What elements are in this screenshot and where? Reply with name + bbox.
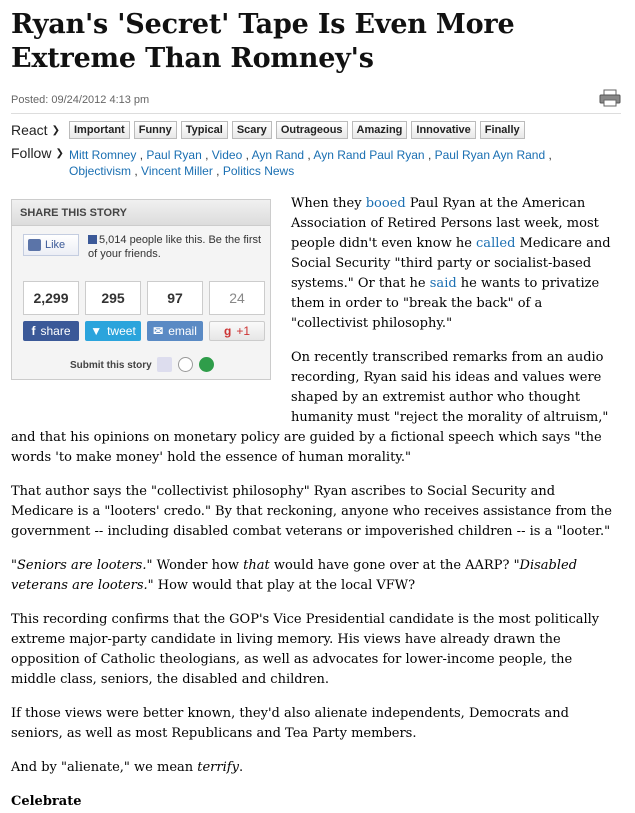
google-plus-icon: g [223,324,232,338]
facebook-share-button[interactable]: f share [23,321,79,341]
follow-label: Follow ❯ [11,145,64,161]
follow-tags: Mitt Romney , Paul Ryan , Video , Ayn Rand , Ayn Rand Paul Ryan , Paul Ryan Ayn Rand , Objectivism , Vincent Miller , Politics News [69,148,552,178]
gplus-button[interactable]: g +1 [209,321,265,341]
called-link[interactable]: called [476,236,516,251]
react-button-funny[interactable]: Funny [134,121,177,139]
facebook-icon: f [31,324,36,338]
email-share-button[interactable]: ✉ email [147,321,203,341]
submit-story-row: Submit this story [12,357,272,372]
react-button-scary[interactable]: Scary [232,121,272,139]
react-button-innovative[interactable]: Innovative [411,121,475,139]
printer-icon[interactable] [599,89,621,107]
follow-tag-link[interactable]: Ayn Rand Paul Ryan [313,148,425,162]
twitter-bird-icon: ▼ [90,324,103,338]
posted-date: Posted: 09/24/2012 4:13 pm [11,94,150,106]
article-headline: Ryan's 'Secret' Tape Is Even More Extreme Than Romney's [11,9,515,74]
email-share-count: 97 [147,281,203,315]
gplus-share-count: 24 [209,281,265,315]
envelope-icon: ✉ [153,324,164,338]
article-paragraph: If those views were better known, they'd also alienate independents, Democrats and seniors, as well as most Republicans and Tea Party members. [11,706,569,741]
twitter-tweet-button[interactable]: ▼ tweet [85,321,141,341]
follow-tag-link[interactable]: Mitt Romney [69,148,137,162]
follow-tag-link[interactable]: Paul Ryan [146,148,202,162]
follow-tag-link[interactable]: Ayn Rand [251,148,305,162]
follow-tag-link[interactable]: Objectivism [69,164,132,178]
follow-tag-link[interactable]: Vincent Miller [141,164,213,178]
react-button-typical[interactable]: Typical [181,121,228,139]
facebook-like-count: 5,014 people like this. Be the first of your friends. [88,234,262,260]
article-subhead: Celebrate [11,794,82,809]
article-paragraph: "Seniors are looters." Wonder how that would have gone over at the AARP? "Disabled veterans are looters." How would that play at the local VFW? [11,558,578,593]
react-button-finally[interactable]: Finally [480,121,525,139]
react-button-important[interactable]: Important [69,121,130,139]
article-paragraph: And by "alienate," we mean terrify. [11,760,244,775]
stumbleupon-icon[interactable] [199,357,214,372]
react-bar [11,121,529,139]
article-paragraph: On recently transcribed remarks from an audio recording, Ryan said his ideas and values were shaped by an extremist author who thought humanity must "reject the morality of altruism," and that his opinions on monetary policy are guided by a fictional speech which says "the words 'to make money' hold the essence of human morality." [11,350,609,465]
said-link[interactable]: said [429,276,457,291]
follow-tag-link[interactable]: Video [211,148,243,162]
react-label: React ❯ [11,122,60,138]
follow-tag-link[interactable]: Politics News [222,164,295,178]
article-paragraph: That author says the "collectivist philosophy" Ryan ascribes to Social Security and Medicare is a "looters' credo." By that reckoning, anyone who receives assistance from the government -- including disabled combat veterans or impoverished children -- is a "looter." [11,484,612,539]
chevron-right-icon: ❯ [55,147,64,159]
facebook-share-count: 2,299 [23,281,79,315]
share-box-title: SHARE THIS STORY [12,200,270,226]
thumbs-up-icon [28,239,41,251]
chevron-right-icon: ❯ [51,124,60,136]
digg-icon[interactable] [157,357,172,372]
facebook-icon [88,235,97,244]
react-button-outrageous[interactable]: Outrageous [276,121,348,139]
share-box [11,199,271,380]
react-button-amazing[interactable]: Amazing [352,121,408,139]
article-paragraph: This recording confirms that the GOP's Vice Presidential candidate is the most politically extreme major-party candidate in living memory. His views have already drawn the opposition of Catholic theologians, as well as advocates for lower-income people, the middle class, seniors, the disabled and children. [11,612,600,687]
reddit-icon[interactable] [178,357,193,372]
follow-tag-link[interactable]: Paul Ryan Ayn Rand [434,148,546,162]
twitter-share-count: 295 [85,281,141,315]
booed-link[interactable]: booed [365,196,406,211]
article-paragraph: When they booed Paul Ryan at the American Association of Retired Persons last week, most people didn't even know he called Medicare and Social Security "third party or socialist-based systems." Or that he said he wants to privatize them in order to "break the back" of a "collectivist philosophy." [291,196,611,331]
facebook-like-button[interactable]: Like [23,234,79,256]
header-divider [11,113,621,114]
